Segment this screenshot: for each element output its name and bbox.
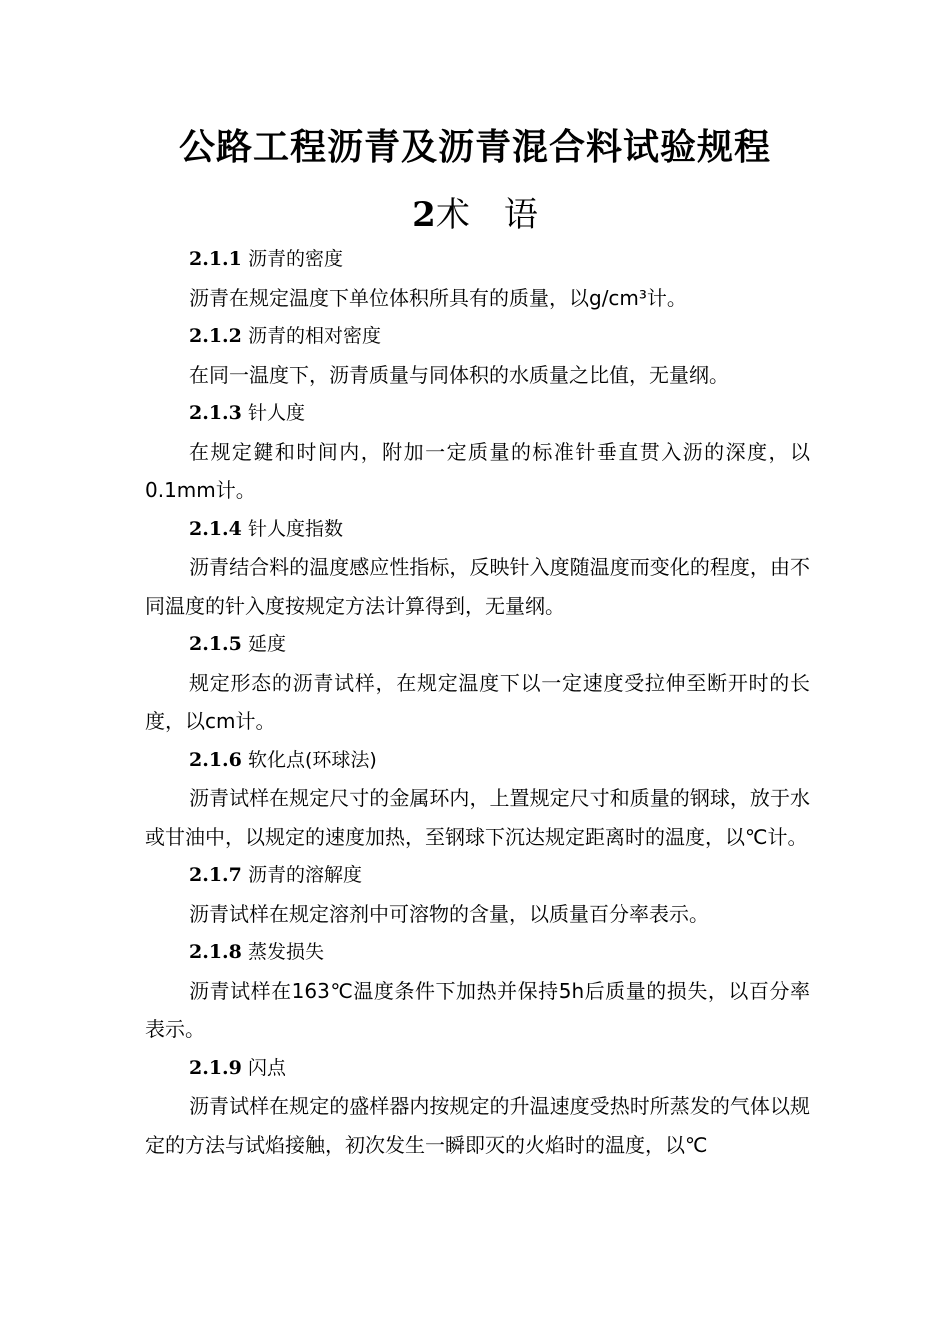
term-entry (145, 741, 810, 857)
term-entry (145, 933, 810, 1049)
term-name: 闪点 (247, 1056, 286, 1079)
term-entry (145, 856, 810, 933)
document-title: 公路工程沥青及沥青混合料试验规程 (178, 127, 771, 168)
term-definition: 沥青试样在规定溶剂中可溶物的含量，以质量百分率表示。 (189, 901, 709, 926)
term-heading (145, 625, 810, 664)
term-heading (145, 933, 810, 972)
term-definition: 沥青试样在规定的盛样器内按规定的升温速度受热时所蒸发的气体以规定的方法与试焰接触，初次发生一瞬即灭的火焰时的温度，以℃ (145, 1094, 810, 1157)
term-entry (145, 240, 810, 317)
term-number: 2.1.9 (189, 1056, 242, 1079)
term-number: 2.1.2 (189, 325, 242, 347)
term-name: 延度 (247, 633, 286, 655)
terms-list (145, 240, 810, 1164)
term-number: 2.1.3 (189, 402, 242, 424)
term-heading (145, 394, 810, 433)
term-number: 2.1.6 (189, 748, 242, 771)
term-definition: 沥青在规定温度下单位体积所具有的质量，以g/cm³计。 (189, 285, 687, 310)
term-heading (145, 741, 810, 780)
chapter-number: 2 (412, 195, 436, 235)
term-name: 蒸发损失 (247, 941, 324, 963)
term-heading (145, 240, 810, 279)
term-number: 2.1.8 (189, 941, 242, 963)
term-name: 针人度 (247, 402, 305, 424)
term-name: 软化点(环球法) (247, 748, 377, 771)
term-number: 2.1.7 (189, 864, 242, 886)
term-definition: 沥青试样在163℃温度条件下加热并保持5h后质量的损失，以百分率表示。 (145, 978, 810, 1041)
term-entry (145, 510, 810, 626)
term-heading (145, 1049, 810, 1088)
term-name: 沥青的密度 (247, 248, 343, 270)
term-number: 2.1.1 (189, 248, 242, 270)
term-entry (145, 317, 810, 394)
term-name: 针人度指数 (247, 517, 343, 540)
term-entry (145, 1049, 810, 1165)
term-heading (145, 856, 810, 895)
chapter-name: 术 语 (435, 195, 538, 235)
term-definition: 规定形态的沥青试样，在规定温度下以一定速度受拉伸至断开时的长度，以cm计。 (145, 670, 810, 733)
term-number: 2.1.5 (189, 633, 242, 655)
term-entry (145, 394, 810, 510)
term-definition: 沥青结合料的温度感应性指标，反映针入度随温度而变化的程度，由不同温度的针入度按规定方法计算得到，无量纲。 (145, 555, 810, 618)
term-name: 沥青的相对密度 (247, 325, 381, 347)
term-heading (145, 317, 810, 356)
term-heading (145, 510, 810, 549)
term-name: 沥青的溶解度 (247, 864, 362, 886)
term-definition: 沥青试样在规定尺寸的金属环内，上置规定尺寸和质量的钢球，放于水或甘油中，以规定的速度加热，至钢球下沉达规定距离时的温度，以℃计。 (145, 786, 810, 849)
term-entry (145, 625, 810, 741)
chapter-title (0, 190, 950, 240)
term-number: 2.1.4 (189, 517, 242, 540)
term-definition: 在规定鍵和时间内，附加一定质量的标准针垂直贯入沥的深度，以0.1mm计。 (145, 439, 810, 502)
term-definition: 在同一温度下，沥青质量与同体积的水质量之比值，无量纲。 (189, 362, 729, 387)
